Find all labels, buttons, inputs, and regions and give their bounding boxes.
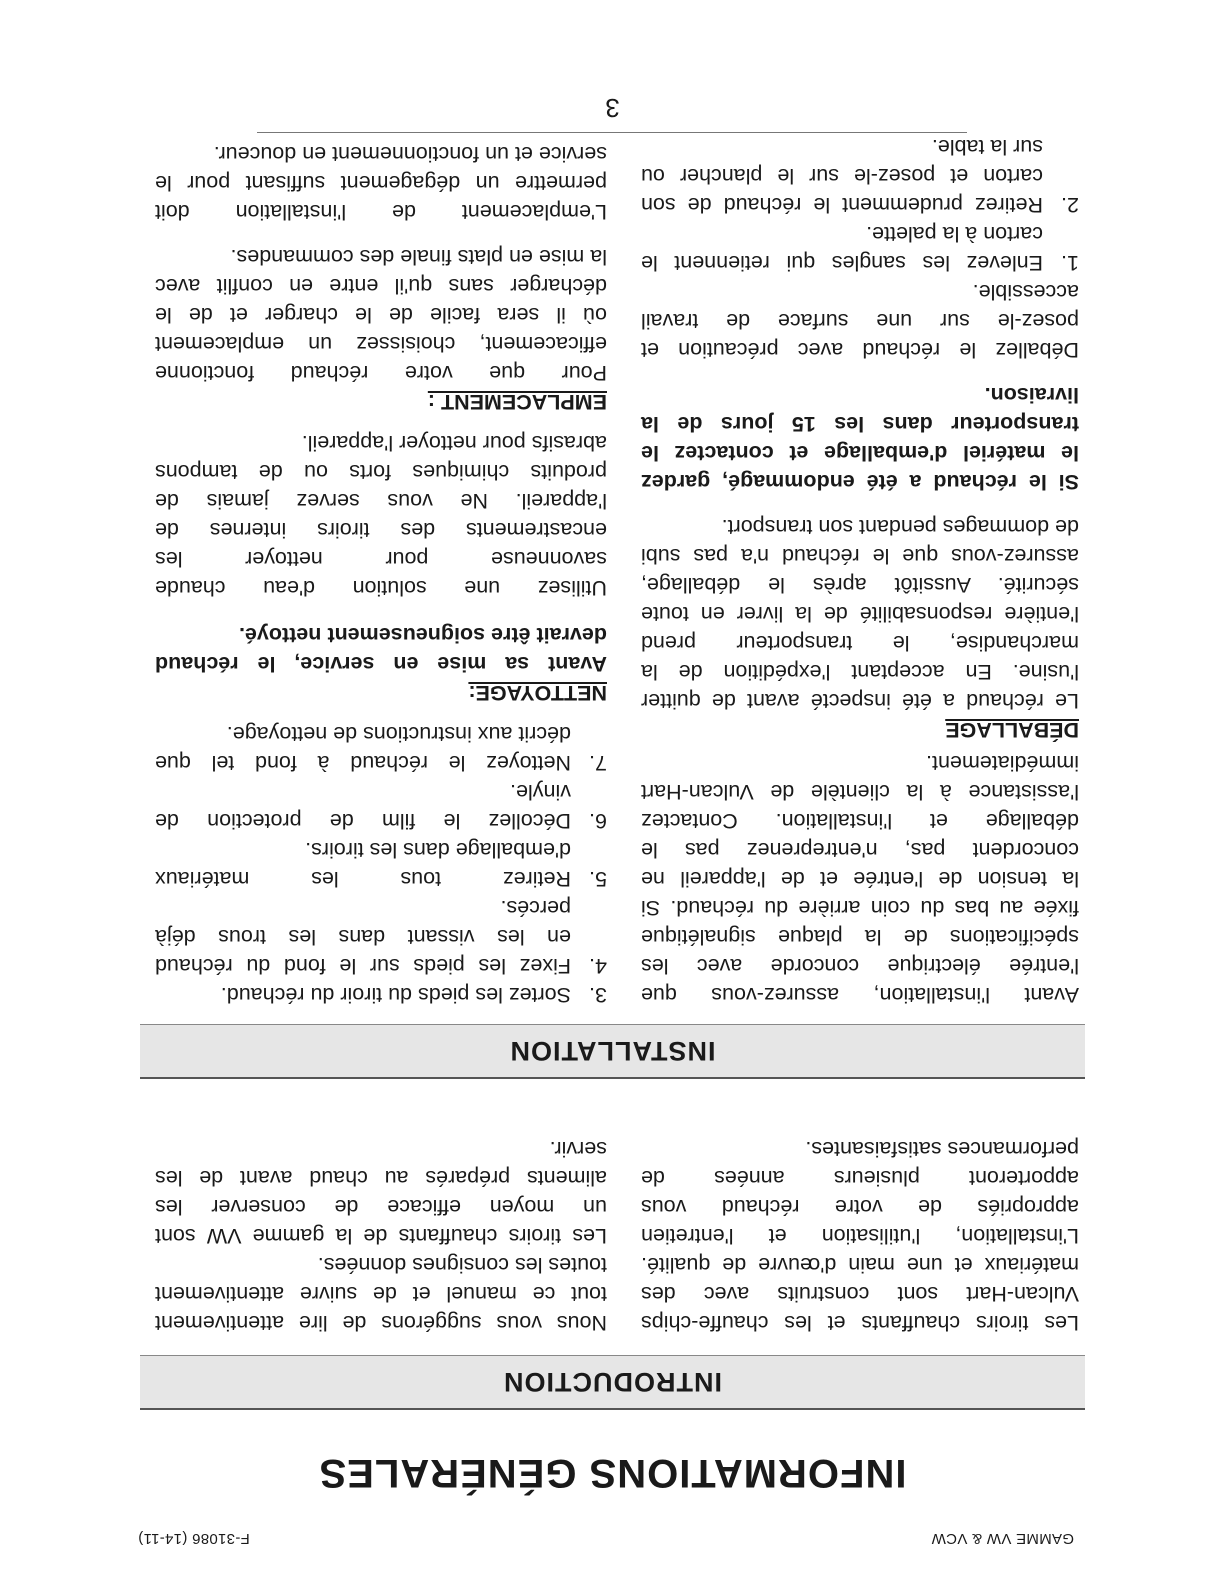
step-number: 2. <box>1061 193 1079 217</box>
text-line: de dommages pendant son transport. <box>721 515 1079 539</box>
step-item <box>155 719 607 777</box>
step-item <box>155 777 607 835</box>
text-line: sécurité. Aussitôt après le déballage, <box>641 573 1079 597</box>
subheading-nettoyage: NETTOYAGE: <box>468 681 607 705</box>
text-line: l'entière responsabilité de la livrer en toute <box>641 602 1079 626</box>
section-heading-introduction: INTRODUCTION <box>140 1355 1085 1410</box>
text-line: Décollez le film de protection de <box>155 809 571 833</box>
text-line: service et un fonctionnement en douceur. <box>213 142 607 166</box>
step-item <box>641 132 1079 219</box>
step-number: 5. <box>589 867 607 891</box>
step-item <box>155 980 607 1009</box>
intro-column-right <box>155 1134 607 1337</box>
text-line: Vulcan-Hart sont construits avec des <box>641 1282 1079 1306</box>
text-line: Retirez prudemment le réchaud de son <box>641 193 1043 217</box>
text-line: tout ce manuel et de suivre attentivement <box>155 1282 607 1306</box>
installation-column-right <box>155 139 607 1009</box>
text-line: Avant l'installation, assurez-vous que <box>641 983 1079 1007</box>
text-line: Nettoyez le réchaud à fond tel que <box>155 751 571 775</box>
text-line: permettre un dégagement suffisant pour le <box>155 171 607 195</box>
intro-column-left <box>641 1134 1079 1337</box>
text-line: performances satisfaisantes. <box>805 1137 1079 1161</box>
warning-line: Si le réchaud a été endommagé, gardez <box>641 470 1079 494</box>
warning-line: livraison. <box>984 383 1079 407</box>
section-heading-installation: INSTALLATION <box>140 1024 1085 1079</box>
text-line: vinyle. <box>510 780 571 804</box>
text-line: sur la table. <box>931 135 1043 159</box>
step-number: 7. <box>589 751 607 775</box>
text-line: devrait être soigneusement nettoyé. <box>239 623 607 647</box>
text-line: apporteront plusieurs années de <box>641 1166 1079 1190</box>
text-line: Pour que votre réchaud fonctionne <box>155 361 607 385</box>
text-line: posez-le sur une surface de travail <box>641 309 1079 333</box>
text-line: Enlevez les sangles qui retiennent le <box>641 251 1043 275</box>
page-title: INFORMATIONS GÉNÉRALES <box>318 1451 907 1495</box>
text-line: marchandise, le transporteur prend <box>641 631 1079 655</box>
text-line: spécifications de la plaque signalétique <box>641 925 1079 949</box>
footer-rule <box>257 132 967 133</box>
text-line: savonneuse pour nettoyer les <box>155 547 607 571</box>
text-line: Utilisez une solution d'eau chaude <box>155 576 607 600</box>
text-line: déballage et l'installation. Contactez <box>641 809 1079 833</box>
text-line: accessible. <box>972 280 1079 304</box>
text-line: efficacement, choisissez un emplacement <box>155 332 607 356</box>
text-line: Sortez les pieds du tiroir du réchaud. <box>220 983 571 1007</box>
page-number: 3 <box>605 93 620 123</box>
text-line: aliments préparés au chaud avant de les <box>155 1166 607 1190</box>
step-number: 3. <box>589 983 607 1007</box>
text-line: l'usine. En acceptant l'expédition de la <box>641 660 1079 684</box>
text-line: d'emballage dans les tiroirs. <box>305 838 571 862</box>
text-line: toutes les consignes données. <box>317 1253 607 1277</box>
text-line: Retirez tous les matériaux <box>155 867 571 891</box>
text-line: produits chimiques forts ou de tampons <box>155 460 607 484</box>
text-line: matériaux et une main d'œuvre de qualité. <box>641 1253 1079 1277</box>
text-line: encastrements des tiroirs internes de <box>155 518 607 542</box>
step-item <box>155 835 607 893</box>
text-line: où il sera facile de le charger et de le <box>155 303 607 327</box>
text-line: L'emplacement de l'installation doit <box>155 200 607 224</box>
text-line: carton à la palette. <box>866 222 1043 246</box>
installation-column-left <box>641 132 1079 1009</box>
text-line: fixée au bas du coin arrière du réchaud. Si <box>641 896 1079 920</box>
text-line: Nous vous suggérons de lire attentivement <box>155 1311 607 1335</box>
text-line: carton et posez-le sur le plancher ou <box>641 164 1043 188</box>
text-line: un moyen efficace de conserver les <box>155 1195 607 1219</box>
text-line: la tension de l'entrée et de l'appareil ne <box>641 867 1079 891</box>
text-line: appropriés de votre réchaud vous <box>641 1195 1079 1219</box>
text-line: l'entrée électrique concorde avec les <box>641 954 1079 978</box>
text-line: en les vissant dans les trous déjà <box>155 925 571 949</box>
text-line: L'installation, l'utilisation et l'entretien <box>641 1224 1079 1248</box>
text-line: Le réchaud a été inspecté avant de quitter <box>641 689 1079 713</box>
text-line: Avant sa mise en service, le réchaud <box>155 652 607 676</box>
text-line: Les tiroirs chauffants de la gamme VW sont <box>155 1224 607 1248</box>
text-line: Les tiroirs chauffants et les chauffe-chips <box>641 1311 1079 1335</box>
text-line: décrit aux instructions de nettoyage. <box>226 722 571 746</box>
step-item <box>155 893 607 980</box>
text-line: la mise en plats finale des commandes. <box>230 245 607 269</box>
text-line: l'assistance à la clientèle de Vulcan-Hart <box>641 780 1079 804</box>
step-number: 1. <box>1061 251 1079 275</box>
header-series: GAMME VW & VCW <box>931 1530 1074 1547</box>
header-form-number: F-31086 (14-11) <box>138 1530 250 1547</box>
warning-line: transporteur dans les 15 jours de la <box>641 412 1079 436</box>
text-line: percés. <box>500 896 571 920</box>
text-line: concordent pas, n'entreprenez pas le <box>641 838 1079 862</box>
subheading-deballage: DÉBALLAGE <box>945 718 1079 742</box>
text-line: servir. <box>549 1137 607 1161</box>
subheading-emplacement: EMPLACEMENT : <box>427 390 607 414</box>
text-line: assurez-vous que le réchaud n'a pas subi <box>641 544 1079 568</box>
text-line: Fixez les pieds sur le fond du réchaud <box>155 954 571 978</box>
text-line: décharger sans qu'il entre en conflit avec <box>155 274 607 298</box>
step-number: 6. <box>589 809 607 833</box>
step-number: 4. <box>589 954 607 978</box>
text-line: Déballez le réchaud avec précaution et <box>641 338 1079 362</box>
step-item <box>641 219 1079 277</box>
text-line: abrasifs pour nettoyer l'appareil. <box>301 431 607 455</box>
text-line: immédiatement. <box>926 751 1079 775</box>
warning-line: le matériel d'emballage et contactez le <box>641 441 1079 465</box>
text-line: l'appareil. Ne vous servez jamais de <box>155 489 607 513</box>
